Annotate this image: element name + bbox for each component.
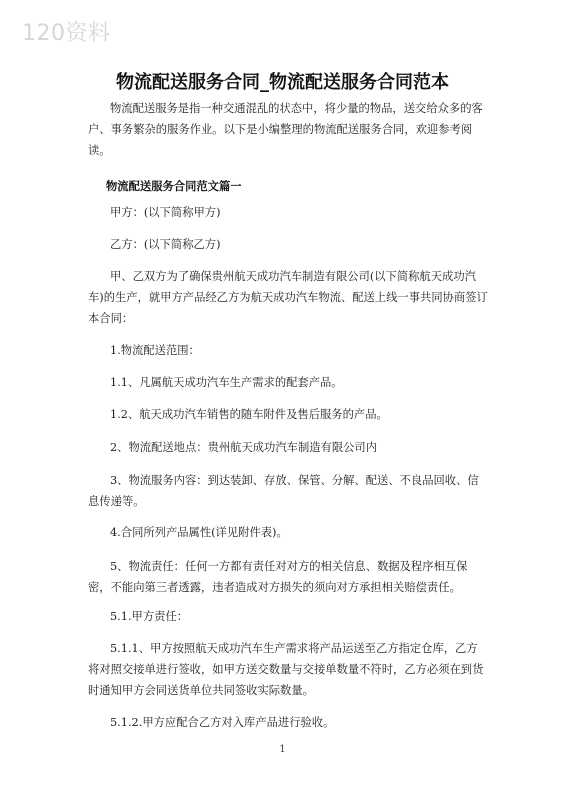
clause-5: 5、物流责任：任何一方都有责任对对方的相关信息、数据及程序相互保密，不能向第三者透露，违者造成对方损失的须向对方承担相关赔偿责任。 (88, 560, 468, 594)
intro-paragraph: 物流配送服务是指一种交通混乱的状态中，将少量的物品，送交给众多的客户、事务繁杂的服务作业。以下是小编整理的物流配送服务合同，欢迎参考阅读。 (88, 102, 483, 157)
clause-3: 3、物流服务内容：到达装卸、存放、保管、分解、配送、不良品回收、信息传递等。 (88, 474, 479, 508)
clause-1-2: 1.2、航天成功汽车销售的随车附件及售后服务的产品。 (110, 408, 388, 421)
document-title: 物流配送服务合同_物流配送服务合同范本 (116, 72, 449, 93)
clause-1-1: 1.1、凡属航天成功汽车生产需求的配套产品。 (110, 376, 343, 389)
party-b-line: 乙方：(以下简称乙方) (110, 238, 221, 251)
watermark-logo: 120资料 (22, 21, 111, 46)
clause-1: 1.物流配送范围： (110, 344, 200, 357)
clause-5-1: 5.1.甲方责任： (110, 610, 189, 623)
page-number: 1 (279, 744, 286, 755)
party-a-line: 甲方：(以下简称甲方) (110, 206, 221, 219)
clause-4: 4.合同所列产品属性(详见附件表)。 (110, 526, 288, 539)
clause-5-1-1: 5.1.1、甲方按照航天成功汽车生产需求将产品运送至乙方指定仓库，乙方将对照交接单进行签收，如甲方送交数量与交接单数量不符时，乙方必须在到货时通知甲方会同送货单位共同签收实际数量。 (88, 642, 484, 697)
clause-2: 2、物流配送地点：贵州航天成功汽车制造有限公司内 (110, 441, 378, 454)
clause-5-1-2: 5.1.2.甲方应配合乙方对入库产品进行验收。 (110, 716, 335, 729)
section-heading: 物流配送服务合同范文篇一 (106, 180, 242, 193)
preamble-paragraph: 甲、乙双方为了确保贵州航天成功汽车制造有限公司(以下简称航天成功汽车)的生产，就甲方产品经乙方为航天成功汽车物流、配送上线一事共同协商签订本合同： (88, 270, 488, 325)
